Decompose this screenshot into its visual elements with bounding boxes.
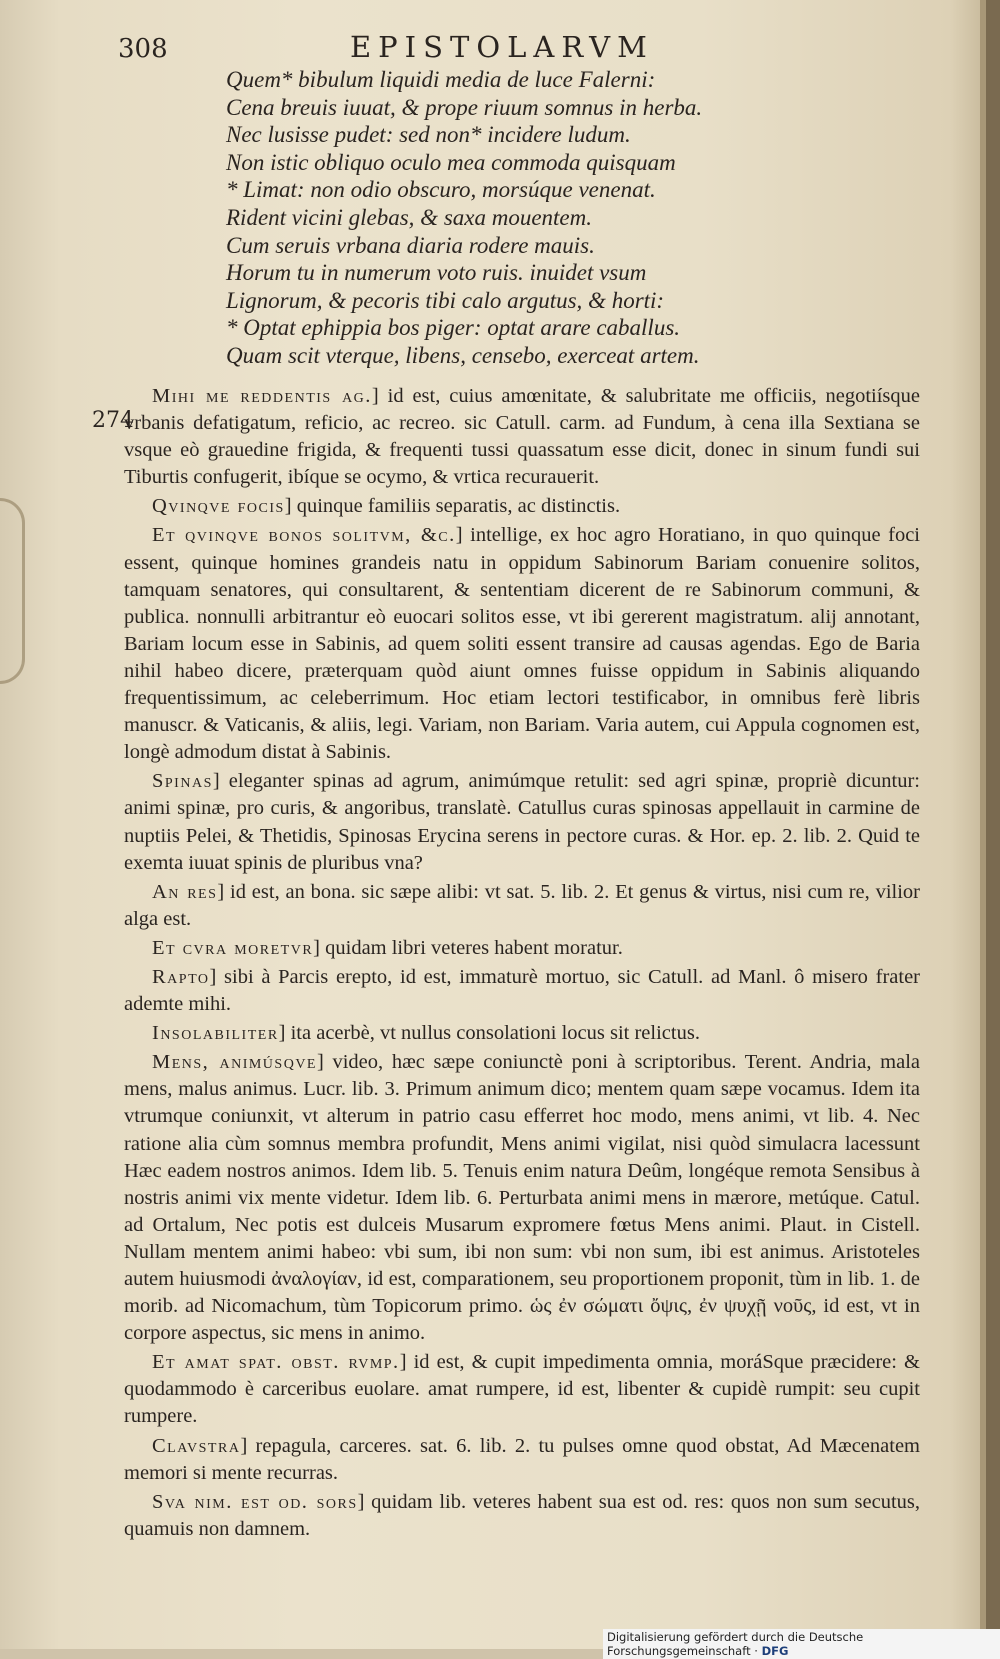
commentary-line-number: 274 bbox=[92, 408, 134, 433]
gloss: ] id est, & cupit impedimenta omnia, moráSque præcidere: & quodammodo è carceribus euolare. amat rumpere, id est, libenter & cupidè rumpit: seu cupit rumpere. bbox=[124, 1351, 920, 1428]
lemma: Et cvra moretvr bbox=[152, 936, 314, 959]
clasp-mark bbox=[0, 498, 25, 684]
poem-line: Quam scit vterque, libens, censebo, exerceat artem. bbox=[226, 342, 700, 368]
poem-line: * Limat: non odio obscuro, morsúque venenat. bbox=[226, 177, 656, 203]
poem-line: Quem* bibulum liquidi media de luce Falerni: bbox=[226, 67, 656, 92]
commentary-entry bbox=[124, 1489, 920, 1543]
poem-line: Nec lusisse pudet: sed non* incidere ludum. bbox=[226, 122, 631, 148]
lemma: Clavstra bbox=[152, 1434, 241, 1457]
running-head: EPISTOLARVM bbox=[350, 30, 654, 64]
commentary-entry bbox=[124, 1349, 920, 1430]
poem-line: Lignorum, & pecoris tibi calo argutus, & horti: bbox=[226, 287, 665, 313]
lemma: Rapto bbox=[152, 965, 210, 988]
page-number: 308 bbox=[118, 34, 168, 64]
commentary-entry bbox=[124, 768, 920, 876]
gloss: ] ita acerbè, vt nullus consolationi locus sit relictus. bbox=[278, 1022, 700, 1045]
gloss: ] sibi à Parcis erepto, id est, immaturè mortuo, sic Catull. ad Manl. ô misero frater ademte mihi. bbox=[124, 965, 920, 1016]
lemma: Et qvinqve bonos solitvm, &c. bbox=[152, 524, 456, 547]
poem-line: Horum tu in numerum voto ruis. inuidet vsum bbox=[226, 260, 647, 286]
book-binding-edge bbox=[986, 0, 1000, 1649]
dfg-logo: DFG bbox=[761, 1644, 789, 1658]
commentary-entry bbox=[124, 1020, 920, 1047]
gloss: ] quinque familiis separatis, ac distinctis. bbox=[284, 495, 621, 518]
commentary-entry bbox=[124, 383, 920, 491]
lemma: Insolabiliter bbox=[152, 1022, 279, 1045]
lemma: Mihi me reddentis ag. bbox=[152, 385, 372, 407]
gloss: ] repagula, carceres. sat. 6. lib. 2. tu pulses omne quod obstat, Ad Mæcenatem memori si mente recurras. bbox=[124, 1434, 920, 1484]
commentary-entry bbox=[124, 879, 920, 933]
gloss: ] id est, cuius amœnitate, & salubritate me officiis, negotiísque vrbanis defatigatum, reficio, ac recreo. sic Catull. carm. ad Fundum, à cena illa Sextiana se vsque eò grauedine frigida, & frequenti tussi quassatum esse dicit, donec in sinum fundi sui Tiburtis confugerit, ibíque se ocymo, & vrtica recurauerit. bbox=[124, 385, 920, 489]
lemma: Et amat spat. obst. rvmp. bbox=[152, 1351, 400, 1374]
commentary-entry bbox=[124, 964, 920, 1018]
commentary bbox=[124, 383, 920, 1545]
gloss: ] eleganter spinas ad agrum, animúmque retulit: sed agri spinæ, propriè dicuntur: animi spinæ, pro curis, & angoribus, translatè. Catullus curas spinosas appellauit in carmine de nuptiis Pelei, & Thetidis, Spinosas Erycina serens in pectore curas. & Hor. ep. 2. lib. 2. Quid te exemta iuuat spinis de pluribus vna? bbox=[124, 770, 920, 874]
lemma: Spinas bbox=[152, 770, 213, 793]
gloss: ] intellige, ex hoc agro Horatiano, in quo quinque foci essent, quinque homines grandeis natu in oppidum Sabinorum Bariam conuenire solitos, tamquam senatores, qui consultarent, & sententiam dicerent de re Sabinorum communi, & publica. nonnulli arbitrantur eò euocari solitos esse, vt ibi gererent magistratum. alij annotant, Bariam locum esse in Sabinis, ad quem soliti essent transire ad causas agendas. Ego de Baria nihil habeo dicere, præterquam quòd aiunt omnes fuisse oppidum in Sabinis aliquando frequentissimum, ac celeberrimum. Hoc etiam lectori testificabor, in omnibus ferè libris manuscr. & Vaticanis, & aliis, legi. Variam, non Bariam. Varia autem, cui Appula cognomen est, longè admodum distat à Sabinis. bbox=[124, 524, 920, 764]
poem-line: Cena breuis iuuat, & prope riuum somnus in herba. bbox=[226, 94, 703, 120]
poem-verses bbox=[226, 66, 756, 370]
commentary-entry bbox=[124, 1433, 920, 1487]
gloss: ] quidam libri veteres habent moratur. bbox=[313, 936, 623, 959]
poem-line: Rident vicini glebas, & saxa mouentem. bbox=[226, 204, 593, 230]
poem-line: Cum seruis vrbana diaria rodere mauis. bbox=[226, 232, 595, 258]
gloss: ] video, hæc sæpe coniunctè poni à scriptoribus. Terent. Andria, mala mens, malus animus. Lucr. lib. 3. Primum animum dico; mentem quam sæpe vocamus. Idem ita vtrumque coniunxit, vt alterum in patrio casu efferret hoc modo, mens animi, vt lib. 4. Nec ratione alia cùm somnus membra profundit, Mens animi vigilat, nisi quòd simulacra lacessunt Hæc eadem nostros animos. Idem lib. 5. Tenuis enim natura Deûm, longéque remota Sensibus à nostris animi vix mente videtur. Idem lib. 6. Perturbata animi mens in mærore, metúque. Catul. ad Ortalum, Nec potis est dulceis Musarum expromere fœtus Mens animi. Plaut. in Cistell. Nullam mentem animi habeo: vbi sum, ibi non sum: vbi non sum, ibi est animus. Aristoteles autem huiusmodi ἀναλογίαν, id est, comparationem, seu proportionem proponit, tùm in lib. 1. de morib. ad Nicomachum, tùm Topicorum primo. ὡς ἐν σώματι ὄψις, ἐν ψυχῇ νοῦς, id est, vt in corpore aspectus, sic mens in animo. bbox=[124, 1051, 920, 1345]
lemma: Sva nim. est od. sors bbox=[152, 1490, 358, 1513]
lemma: Mens, animúsqve bbox=[152, 1051, 317, 1074]
footer-text: Digitalisierung gefördert durch die Deutsche Forschungsgemeinschaft bbox=[607, 1630, 864, 1658]
commentary-entry bbox=[124, 935, 920, 962]
poem-line: Non istic obliquo oculo mea commoda quisquam bbox=[226, 149, 676, 175]
digitization-footer: Digitalisierung gefördert durch die Deutsche Forschungsgemeinschaft · DFG bbox=[603, 1629, 1000, 1659]
commentary-entry bbox=[124, 1049, 920, 1347]
commentary-entry bbox=[124, 522, 920, 766]
commentary-entry bbox=[124, 493, 920, 520]
gloss: ] id est, an bona. sic sæpe alibi: vt sat. 5. lib. 2. Et genus & virtus, nisi cum re, vilior alga est. bbox=[124, 880, 920, 930]
gloss: ] quidam lib. veteres habent sua est od. res: quos non sum secutus, quamuis non damnem. bbox=[124, 1490, 920, 1540]
poem-line: * Optat ephippia bos piger: optat arare caballus. bbox=[226, 315, 681, 341]
lemma: Qvinqve focis bbox=[152, 495, 285, 518]
lemma: An res bbox=[152, 880, 218, 903]
